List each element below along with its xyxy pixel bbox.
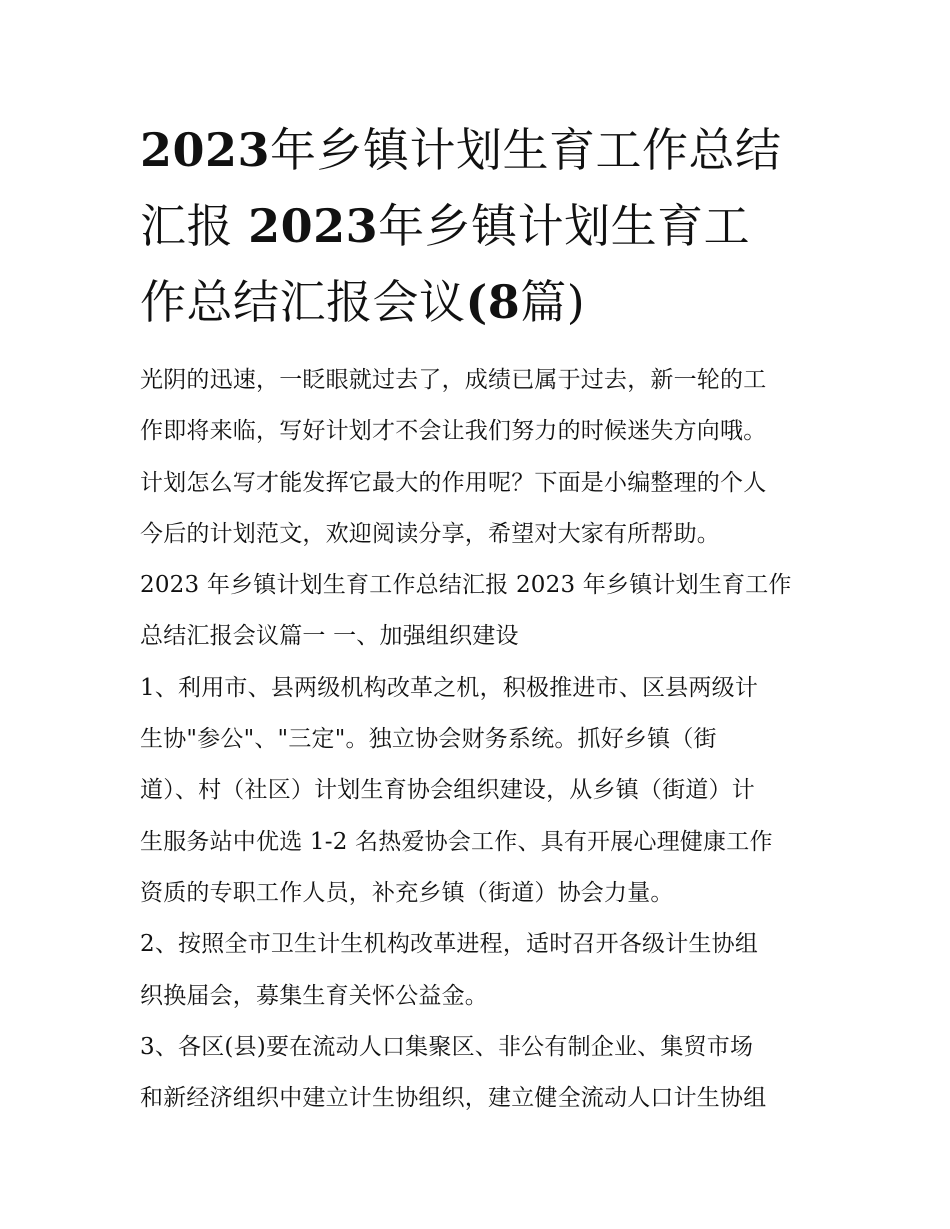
title-line-3: [140, 264, 830, 340]
body-line: 生服务站中优选 1-2 名热爱协会工作、具有开展心理健康工作: [140, 828, 773, 855]
title-line-2-pre: 汇报: [140, 199, 249, 253]
title-line-2-text: 年乡镇计划生育工: [378, 199, 751, 253]
body-line: 总结汇报会议篇一 一、加强组织建设: [140, 623, 519, 650]
body-line: 3、各区(县)要在流动人口集聚区、非公有制企业、集贸市场: [140, 1033, 754, 1060]
body-line: 今后的计划范文，欢迎阅读分享，希望对大家有所帮助。: [140, 520, 720, 547]
body-line: 织换届会，募集生育关怀公益金。: [140, 982, 488, 1009]
title-line-3-text: 篇): [520, 275, 586, 329]
title-line-1: [140, 112, 830, 188]
body-line: 计划怎么写才能发挥它最大的作用呢？下面是小编整理的个人: [140, 469, 767, 496]
body-line: 和新经济组织中建立计生协组织，建立健全流动人口计生协组: [140, 1085, 767, 1112]
body-line: 道）、村（社区）计划生育协会组织建设，从乡镇（街道）计: [140, 777, 755, 804]
title-line-1-bold: 2023: [140, 123, 271, 177]
title-line-3-bold: (8: [465, 275, 521, 329]
title-line-3-pre: 作总结汇报会议: [140, 275, 466, 329]
title-line-2: [140, 188, 830, 264]
title-line-1-text: 年乡镇计划生育工作总结: [270, 123, 782, 177]
document-title: [140, 112, 830, 340]
body-line: 2、按照全市卫生计生机构改革进程，适时召开各级计生协组: [140, 931, 759, 958]
body-line: 资质的专职工作人员，补充乡镇（街道）协会力量。: [140, 879, 674, 906]
title-line-2-bold: 2023: [248, 199, 379, 253]
body-line: 作即将来临，写好计划才不会让我们努力的时候迷失方向哦。: [140, 418, 767, 445]
body-line: 光阴的迅速，一眨眼就过去了，成绩已属于过去，新一轮的工: [140, 367, 767, 393]
document-body: [140, 355, 830, 1124]
body-line: 2023 年乡镇计划生育工作总结汇报 2023 年乡镇计划生育工作: [140, 572, 792, 599]
body-line: 生协"参公"、"三定"。独立协会财务系统。抓好乡镇（街: [140, 726, 717, 753]
body-line: 1、利用市、县两级机构改革之机，积极推进市、区县两级计: [140, 674, 759, 701]
